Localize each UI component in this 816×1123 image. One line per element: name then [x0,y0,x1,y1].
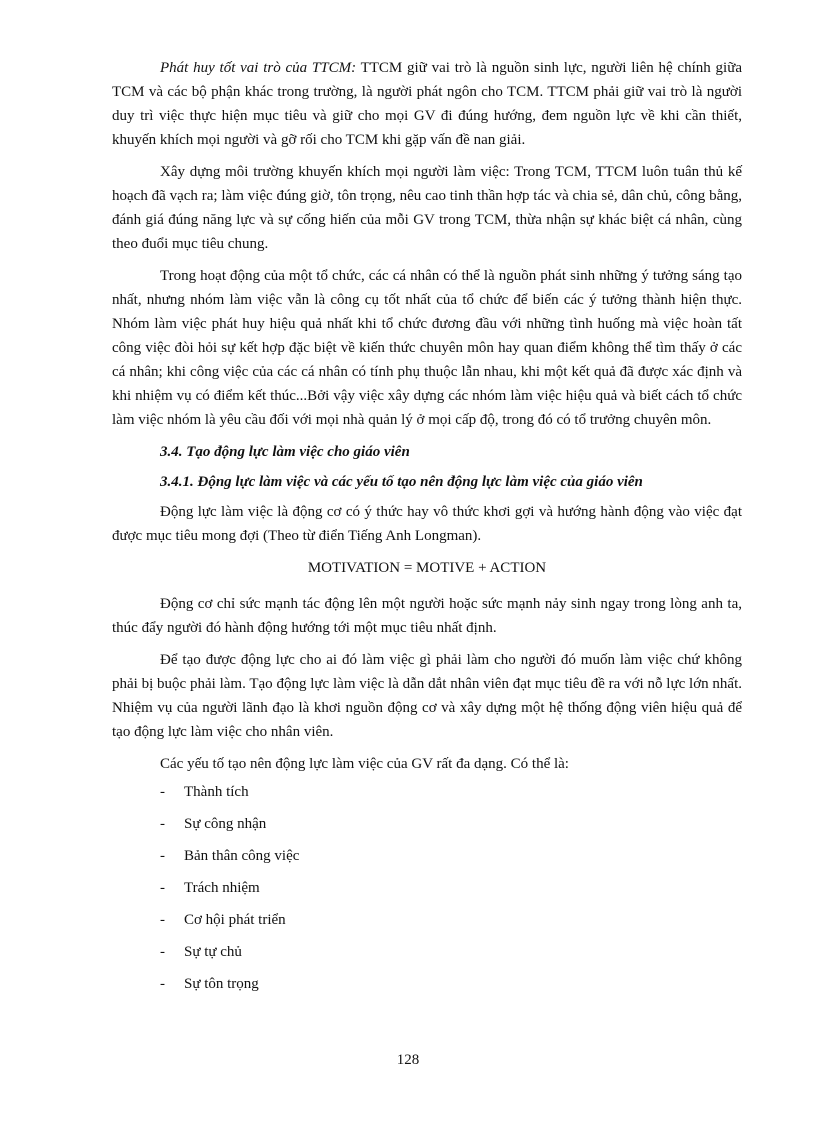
paragraph-motive: Động cơ chỉ sức mạnh tác động lên một người hoặc sức mạnh nảy sinh ngay trong lòng anh ta, thúc đẩy người đó hành động hướng tới một mục tiêu nhất định. [112,596,742,636]
dash-bullet: - [160,784,165,800]
dash-bullet: - [160,912,165,928]
dash-bullet: - [160,880,165,896]
paragraph-teamwork: Trong hoạt động của một tổ chức, các cá nhân có thể là nguồn phát sinh những ý tưởng sáng tạo nhất, nhưng nhóm làm việc vẫn là công cụ tốt nhất của tổ chức để biến các ý tưởng thành hiện thực. Nhóm làm việc phát huy hiệu quả nhất khi tổ chức đương đầu với những tình huống mà việc hoàn tất công việc đòi hỏi sự kết hợp đặc biệt về kiến thức chuyên môn hay quan điểm không thể tìm thấy ở các cá nhân; khi công việc của các cá nhân có tính phụ thuộc lẫn nhau, khi một kết quả đã được xác định và khi nhiệm vụ có điểm kết thúc...Bởi vậy việc xây dựng các nhóm làm việc hiệu quả và biết cách tổ chức làm việc nhóm là yêu cầu đối với mọi nhà quản lý ở mọi cấp độ, trong đó có tổ trưởng chuyên môn. [112,268,742,428]
section-heading-3-4: 3.4. Tạo động lực làm việc cho giáo viên [160,444,410,460]
list-item: - Sự tôn trọng [112,972,742,1004]
document-body [112,56,742,1004]
page-number: 128 [396,1052,420,1068]
paragraph-lead-italic: Phát huy tốt vai trò của TTCM: [160,60,357,76]
list-item: - Bản thân công việc [112,844,742,876]
motivation-factor-list [112,780,742,1004]
list-item: - Cơ hội phát triển [112,908,742,940]
dash-bullet: - [160,848,165,864]
list-item: - Sự tự chủ [112,940,742,972]
dash-bullet: - [160,816,165,832]
motivation-formula: MOTIVATION = MOTIVE + ACTION [307,560,547,576]
paragraph-role [112,56,742,152]
list-item: - Trách nhiệm [112,876,742,908]
paragraph-list-intro: Các yếu tố tạo nên động lực làm việc của GV rất đa dạng. Có thể là: [160,756,569,772]
section-heading-3-4-1: 3.4.1. Động lực làm việc và các yếu tố tạo nên động lực làm việc của giáo viên [160,474,643,490]
paragraph-definition: Động lực làm việc là động cơ có ý thức hay vô thức khơi gợi và hướng hành động vào việc đạt được mục tiêu mong đợi (Theo từ điển Tiếng Anh Longman). [112,504,742,544]
dash-bullet: - [160,944,165,960]
paragraph-environment: Xây dựng môi trường khuyến khích mọi người làm việc: Trong TCM, TTCM luôn tuân thủ kế hoạch đã vạch ra; làm việc đúng giờ, tôn trọng, nêu cao tinh thần hợp tác và chia sẻ, dân chủ, công bằng, đánh giá đúng năng lực và sự cống hiến của mỗi GV trong TCM, thừa nhận sự khác biệt cá nhân, cùng theo đuổi mục tiêu chung. [112,164,742,252]
paragraph-create-motivation: Để tạo được động lực cho ai đó làm việc gì phải làm cho người đó muốn làm việc chứ không phải bị buộc phải làm. Tạo động lực làm việc là dẫn dắt nhân viên đạt mục tiêu đề ra với nỗ lực lớn nhất. Nhiệm vụ của người lãnh đạo là khơi nguồn động cơ và xây dựng một hệ thống động viên hiệu quả để tạo động lực làm việc cho nhân viên. [112,652,742,740]
list-item: - Thành tích [112,780,742,812]
paragraph-text: TTCM giữ vai trò là nguồn sinh lực, người liên hệ chính giữa TCM và các bộ phận khác trong trường, là người phát ngôn cho TCM. TTCM phải giữ vai trò là người duy trì việc thực hiện mục tiêu và giữ cho mọi GV đi đúng hướng, đem nguồn lực về khi cần thiết, khuyến khích mọi người và gỡ rối cho TCM khi gặp vấn đề nan giải. [112,60,742,148]
dash-bullet: - [160,976,165,992]
list-item: - Sự công nhận [112,812,742,844]
